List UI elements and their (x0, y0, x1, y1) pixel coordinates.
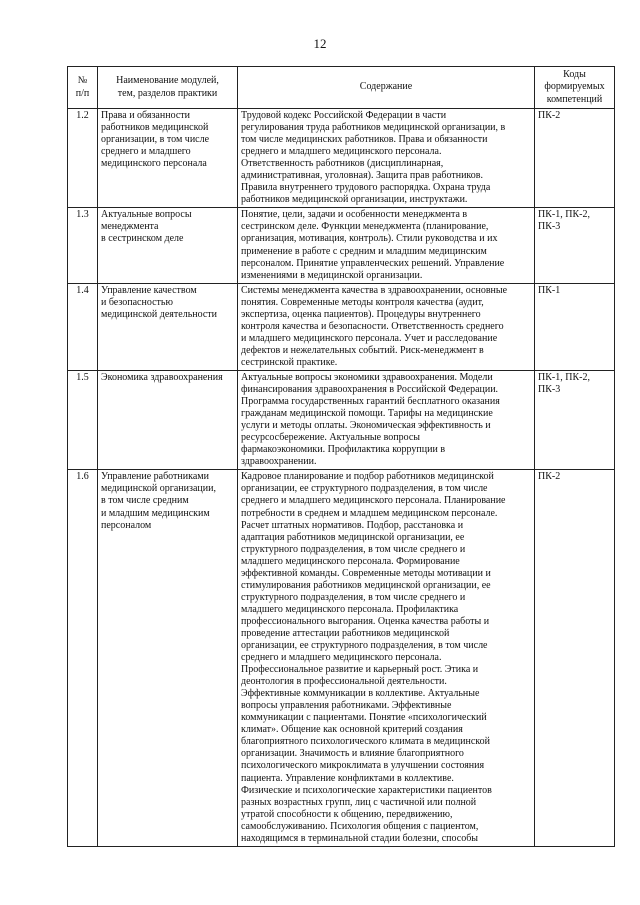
row-number: 1.3 (68, 208, 98, 283)
competency-codes: ПК-2 (535, 470, 615, 846)
competency-codes: ПК-1, ПК-2, ПК-3 (535, 208, 615, 283)
header-num: № п/п (68, 67, 98, 109)
competency-codes: ПК-1 (535, 283, 615, 370)
module-content: Кадровое планирование и подбор работников медицинской организации, ее структурного подразделения, в том числе среднего и младшего медицинского персонала. Планирование потребности в среднем и младшем медицинском персонале. Расчет штатных нормативов. Подбор, расстановка и адаптация работников медицинской организации, ее структурного подразделения, в том числе среднего и младшего медицинского персонала. Формирование эффективной команды. Современные методы мотивации и стимулирования работников медицинской организации, ее структурного подразделения, в том числе среднего и младшего медицинского персонала. Профилактика профессионального выгорания. Оценка качества работы и проведение аттестации работников медицинской организации, ее структурного подразделения, в том числе среднего и младшего медицинского персонала. Профессиональное развитие и карьерный рост. Этика и деонтология в профессиональной деятельности. Эффективные коммуникации в коллективе. Актуальные вопросы управления работниками. Эффективные коммуникации с пациентами. Понятие «психологический климат». Общение как основной критерий создания благоприятного психологического климата в медицинской организации. Значимость и влияние благоприятного психологического микроклимата в улучшении состояния пациента. Управление конфликтами в коллективе. Физические и психологические характеристики пациентов разных возрастных групп, лиц с частичной или полной утратой способности к общению, передвижению, самообслуживанию. Психология общения с пациентом, находящимся в терминальной стадии болезни, способы (238, 470, 535, 846)
table-row (68, 370, 615, 469)
table-row (68, 208, 615, 283)
table-header-row (68, 67, 615, 109)
header-name: Наименование модулей, тем, разделов практики (98, 67, 238, 109)
page-number: 12 (313, 36, 327, 51)
table-row (68, 470, 615, 846)
row-number: 1.4 (68, 283, 98, 370)
module-content: Актуальные вопросы экономики здравоохранения. Модели финансирования здравоохранения в Российской Федерации. Программа государственных гарантий бесплатного оказания гражданам медицинской помощи. Тарифы на медицинские услуги и методы оплаты. Экономическая эффективность и ресурсосбережение. Актуальные вопросы фармакоэкономики. Профилактика коррупции в здравоохранении. (238, 370, 535, 469)
module-name: Управление качеством и безопасностью медицинской деятельности (98, 283, 238, 370)
table-row (68, 283, 615, 370)
curriculum-table (67, 66, 615, 847)
header-content: Содержание (238, 67, 535, 109)
row-number: 1.2 (68, 109, 98, 208)
table-row (68, 109, 615, 208)
module-name: Права и обязанности работников медицинской организации, в том числе среднего и младшего медицинского персонала (98, 109, 238, 208)
header-codes: Коды формируемых компетенций (535, 67, 615, 109)
module-name: Актуальные вопросы менеджмента в сестринском деле (98, 208, 238, 283)
competency-codes: ПК-1, ПК-2, ПК-3 (535, 370, 615, 469)
row-number: 1.6 (68, 470, 98, 846)
module-name: Управление работниками медицинской организации, в том числе средним и младшим медицинским персоналом (98, 470, 238, 846)
row-number: 1.5 (68, 370, 98, 469)
module-content: Трудовой кодекс Российской Федерации в части регулирования труда работников медицинской организации, в том числе медицинских работников. Права и обязанности среднего и младшего медицинского персонала. Ответственность работников (дисциплинарная, административная, уголовная). Защита прав работников. Правила внутреннего трудового распорядка. Охрана труда работников медицинской организации, инструктажи. (238, 109, 535, 208)
module-content: Понятие, цели, задачи и особенности менеджмента в сестринском деле. Функции менеджмента (планирование, организация, мотивация, контроль). Стили руководства и их применение в работе с средним и младшим медицинским персоналом. Принятие управленческих решений. Управление изменениями в медицинской организации. (238, 208, 535, 283)
module-name: Экономика здравоохранения (98, 370, 238, 469)
competency-codes: ПК-2 (535, 109, 615, 208)
module-content: Системы менеджмента качества в здравоохранении, основные понятия. Современные методы контроля качества (аудит, экспертиза, оценка пациентов). Процедуры внутреннего контроля качества и безопасности. Ответственность среднего и младшего медицинского персонала. Учет и расследование дефектов и нежелательных событий. Риск-менеджмент в сестринской практике. (238, 283, 535, 370)
